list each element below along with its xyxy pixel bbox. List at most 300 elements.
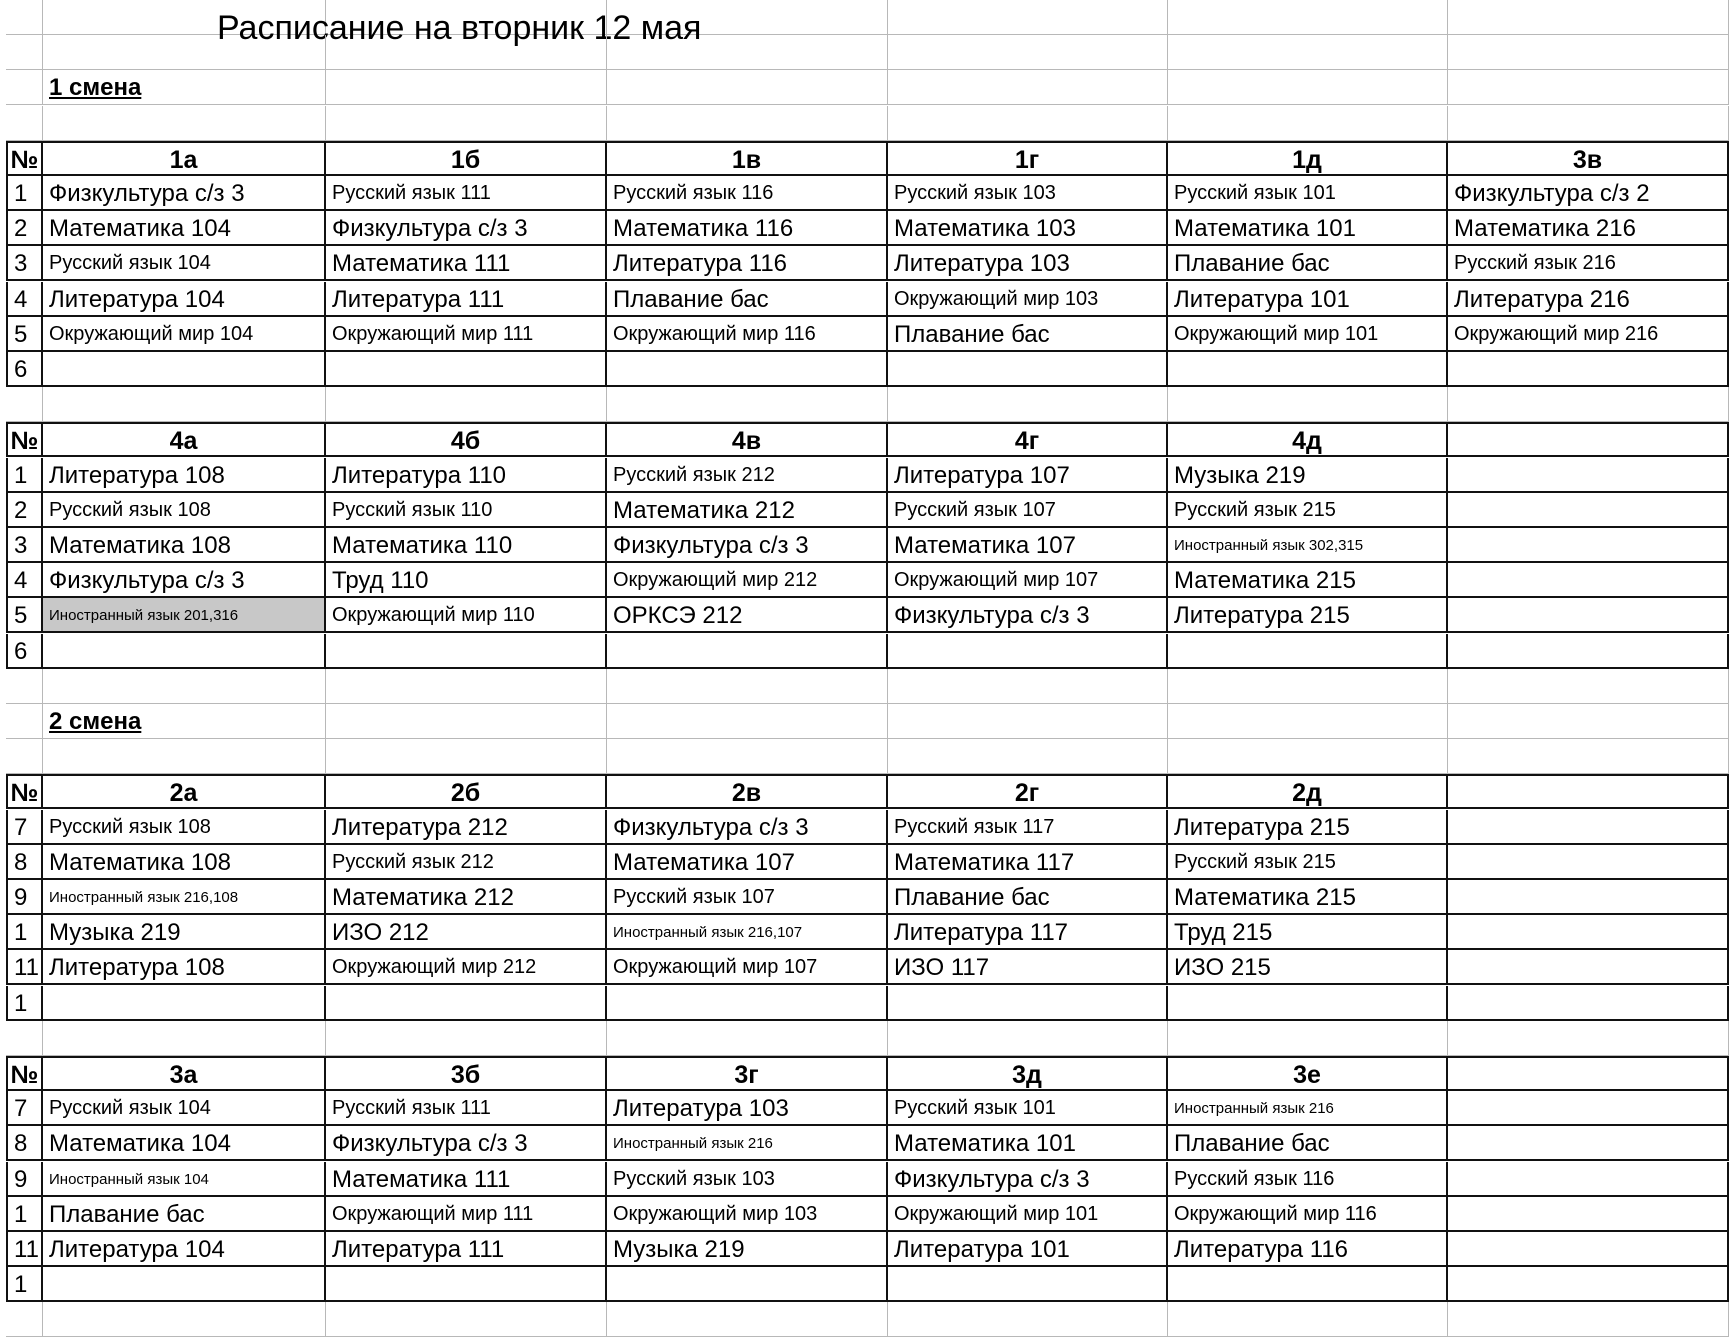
lesson-row [0,950,1729,985]
lesson-cell[interactable] [1168,352,1448,387]
shift-row [0,704,1729,739]
lesson-cell[interactable] [1448,1162,1729,1197]
lesson-cell[interactable]: Математика 216 [1448,211,1729,246]
lesson-cell[interactable] [43,352,326,387]
sheet-cell[interactable] [1168,704,1448,739]
sheet-cell[interactable] [888,387,1168,422]
lesson-cell[interactable] [1448,810,1729,845]
row-number-cell[interactable] [6,35,43,70]
sheet-cell[interactable] [607,1021,888,1056]
lesson-row [0,986,1729,1021]
lesson-cell[interactable]: Окружающий мир 103 [607,1197,888,1232]
lesson-cell[interactable]: Математика 212 [607,493,888,528]
row-number-cell[interactable]: 9 [6,880,43,915]
lesson-cell[interactable]: Окружающий мир 104 [43,317,326,352]
lesson-cell[interactable]: Русский язык 212 [326,845,607,880]
lesson-row [0,563,1729,598]
lesson-cell[interactable]: Окружающий мир 111 [326,1197,607,1232]
class-header[interactable]: 3д [888,1056,1168,1091]
lesson-cell[interactable]: Литература 215 [1168,810,1448,845]
sheet-cell[interactable] [1448,669,1729,704]
sheet-cell[interactable] [1168,739,1448,774]
sheet-cell[interactable] [326,739,607,774]
lesson-cell[interactable]: Иностранный язык 302,315 [1168,528,1448,563]
class-header[interactable]: 4г [888,422,1168,457]
lesson-cell[interactable]: Литература 104 [43,1232,326,1267]
lesson-cell[interactable]: Окружающий мир 103 [888,282,1168,317]
lesson-cell[interactable] [1448,915,1729,950]
lesson-cell[interactable] [1448,598,1729,633]
lesson-cell[interactable]: Русский язык 101 [1168,176,1448,211]
sheet-cell[interactable] [43,1302,326,1337]
lesson-cell[interactable]: Литература 212 [326,810,607,845]
sheet-cell[interactable] [607,669,888,704]
sheet-cell[interactable] [43,669,326,704]
blank-row [0,106,1729,141]
lesson-cell[interactable] [1168,986,1448,1021]
sheet-cell[interactable] [1448,106,1729,141]
lesson-cell[interactable]: Русский язык 104 [43,1091,326,1126]
lesson-cell[interactable]: Окружающий мир 110 [326,598,607,633]
class-header[interactable]: 1б [326,141,607,176]
lesson-cell[interactable]: Физкультура с/з 3 [607,528,888,563]
lesson-row [0,1091,1729,1126]
lesson-cell[interactable]: Математика 107 [888,528,1168,563]
lesson-cell[interactable] [1448,493,1729,528]
lesson-cell[interactable]: Окружающий мир 212 [326,950,607,985]
sheet-cell[interactable] [1168,1021,1448,1056]
class-header[interactable]: 4в [607,422,888,457]
lesson-cell[interactable] [1168,634,1448,669]
lesson-cell[interactable]: Окружающий мир 212 [607,563,888,598]
lesson-cell[interactable] [1448,1126,1729,1161]
lesson-cell[interactable]: Математика 111 [326,1162,607,1197]
lesson-cell[interactable]: Физкультура с/з 3 [888,598,1168,633]
lesson-cell[interactable] [1168,1267,1448,1302]
lesson-cell[interactable]: Окружающий мир 107 [607,950,888,985]
sheet-cell[interactable] [326,1302,607,1337]
class-header[interactable] [1448,422,1729,457]
lesson-cell[interactable]: Литература 103 [888,246,1168,281]
lesson-row [0,1267,1729,1302]
class-header[interactable] [1448,774,1729,809]
lesson-cell[interactable]: Иностранный язык 216 [607,1126,888,1161]
lesson-row [0,211,1729,246]
class-header[interactable]: 3б [326,1056,607,1091]
lesson-cell[interactable]: Окружающий мир 116 [1168,1197,1448,1232]
row-number-cell[interactable]: 6 [6,634,43,669]
lesson-cell[interactable]: Русский язык 111 [326,176,607,211]
lesson-cell[interactable] [607,634,888,669]
class-header[interactable]: 1а [43,141,326,176]
sheet-cell[interactable] [1168,106,1448,141]
sheet-cell[interactable] [43,106,326,141]
lesson-cell[interactable]: Литература 104 [43,282,326,317]
row-number-cell[interactable] [6,739,43,774]
row-number-cell[interactable] [6,1021,43,1056]
lesson-cell[interactable]: Иностранный язык 216,107 [607,915,888,950]
lesson-cell[interactable]: Окружающий мир 116 [607,317,888,352]
sheet-cell[interactable] [888,70,1168,105]
sheet-cell[interactable] [43,1021,326,1056]
lesson-cell[interactable] [888,1267,1168,1302]
lesson-cell[interactable]: Математика 116 [607,211,888,246]
sheet-cell[interactable] [888,0,1168,35]
sheet-cell[interactable] [1448,739,1729,774]
class-header[interactable]: 4а [43,422,326,457]
lesson-cell[interactable]: Математика 104 [43,211,326,246]
sheet-cell[interactable] [1168,70,1448,105]
sheet-cell[interactable] [1168,35,1448,70]
lesson-cell[interactable] [43,986,326,1021]
row-number-cell[interactable]: 1 [6,1267,43,1302]
blank-row [0,387,1729,422]
lesson-cell[interactable]: Русский язык 110 [326,493,607,528]
class-header[interactable]: 2д [1168,774,1448,809]
row-number-cell[interactable]: 8 [6,845,43,880]
class-header[interactable]: 2г [888,774,1168,809]
row-number-cell[interactable]: 5 [6,317,43,352]
sheet-cell[interactable] [326,35,607,70]
lesson-cell[interactable] [1448,845,1729,880]
class-header[interactable]: 2в [607,774,888,809]
sheet-cell[interactable] [888,1021,1168,1056]
sheet-cell[interactable] [326,704,607,739]
lesson-cell[interactable] [326,986,607,1021]
lesson-cell[interactable]: Русский язык 116 [607,176,888,211]
lesson-cell[interactable]: Физкультура с/з 3 [607,810,888,845]
lesson-cell[interactable]: Иностранный язык 216 [1168,1091,1448,1126]
lesson-cell[interactable] [1448,458,1729,493]
lesson-row [0,598,1729,633]
lesson-cell[interactable]: Физкультура с/з 3 [326,211,607,246]
class-header[interactable]: 3а [43,1056,326,1091]
class-header[interactable]: 3г [607,1056,888,1091]
lesson-cell[interactable]: Окружающий мир 216 [1448,317,1729,352]
shift-row [0,70,1729,105]
number-header[interactable]: № [6,774,43,809]
sheet-cell[interactable] [1168,387,1448,422]
lesson-cell[interactable] [888,352,1168,387]
lesson-row [0,1162,1729,1197]
lesson-cell[interactable] [1448,528,1729,563]
row-number-cell[interactable]: 2 [6,493,43,528]
lesson-cell[interactable]: Математика 111 [326,246,607,281]
class-header[interactable]: 3в [1448,141,1729,176]
lesson-cell[interactable]: ИЗО 215 [1168,950,1448,985]
row-number-cell[interactable]: 9 [6,1162,43,1197]
sheet-cell[interactable] [326,106,607,141]
sheet-cell[interactable] [888,1302,1168,1337]
row-number-cell[interactable]: 1 [6,458,43,493]
sheet-cell[interactable] [1448,1021,1729,1056]
sheet-cell[interactable] [888,669,1168,704]
lesson-cell[interactable]: Литература 116 [607,246,888,281]
row-number-cell[interactable]: 7 [6,810,43,845]
lesson-cell[interactable]: Литература 216 [1448,282,1729,317]
lesson-row [0,845,1729,880]
table-header-row [0,774,1729,809]
class-header[interactable]: 1д [1168,141,1448,176]
lesson-cell[interactable]: Математика 103 [888,211,1168,246]
lesson-cell[interactable]: Плавание бас [1168,1126,1448,1161]
lesson-cell[interactable]: Литература 101 [888,1232,1168,1267]
class-header[interactable]: 2а [43,774,326,809]
lesson-cell[interactable]: Плавание бас [607,282,888,317]
sheet-cell[interactable] [326,387,607,422]
row-number-cell[interactable] [6,1302,43,1337]
sheet-cell[interactable] [888,35,1168,70]
sheet-cell[interactable] [326,669,607,704]
sheet-cell[interactable] [1448,704,1729,739]
lesson-cell[interactable]: Иностранный язык 104 [43,1162,326,1197]
lesson-cell[interactable] [1448,1091,1729,1126]
lesson-cell[interactable]: Литература 103 [607,1091,888,1126]
lesson-cell[interactable]: Математика 110 [326,528,607,563]
lesson-cell[interactable]: Математика 108 [43,528,326,563]
lesson-cell[interactable] [326,352,607,387]
sheet-cell[interactable] [607,70,888,105]
lesson-cell[interactable]: Математика 212 [326,880,607,915]
shift-title[interactable]: 1 смена [43,70,326,105]
lesson-cell[interactable] [607,1267,888,1302]
lesson-cell[interactable]: Русский язык 116 [1168,1162,1448,1197]
lesson-cell[interactable] [607,352,888,387]
lesson-row [0,1126,1729,1161]
sheet-cell[interactable] [607,35,888,70]
lesson-row [0,317,1729,352]
row-number-cell[interactable]: 6 [6,352,43,387]
sheet-cell[interactable] [1448,35,1729,70]
lesson-cell[interactable]: Иностранный язык 216,108 [43,880,326,915]
sheet-cell[interactable] [1448,70,1729,105]
lesson-cell[interactable]: Русский язык 104 [43,246,326,281]
lesson-cell[interactable]: Русский язык 117 [888,810,1168,845]
sheet-cell[interactable] [1168,669,1448,704]
lesson-cell[interactable] [43,634,326,669]
lesson-row [0,915,1729,950]
row-number-cell[interactable] [6,704,43,739]
lesson-cell[interactable]: Русский язык 103 [607,1162,888,1197]
lesson-cell[interactable] [326,634,607,669]
sheet-cell[interactable] [43,739,326,774]
lesson-cell[interactable] [1448,986,1729,1021]
lesson-cell[interactable] [1448,634,1729,669]
lesson-cell[interactable]: ИЗО 117 [888,950,1168,985]
sheet-cell[interactable] [607,739,888,774]
lesson-cell[interactable]: Русский язык 103 [888,176,1168,211]
lesson-cell[interactable]: Математика 117 [888,845,1168,880]
sheet-cell[interactable] [607,1302,888,1337]
sheet-cell[interactable] [326,1021,607,1056]
lesson-cell[interactable]: Музыка 219 [607,1232,888,1267]
blank-row [0,1021,1729,1056]
row-number-cell[interactable]: 4 [6,563,43,598]
lesson-cell[interactable]: Иностранный язык 201,316 [43,598,326,633]
sheet-cell[interactable] [43,387,326,422]
row-number-cell[interactable]: 11 [6,1232,43,1267]
sheet-cell[interactable] [888,704,1168,739]
lesson-cell[interactable]: Литература 111 [326,1232,607,1267]
lesson-cell[interactable]: Математика 215 [1168,880,1448,915]
sheet-cell[interactable] [888,739,1168,774]
lesson-cell[interactable]: Литература 215 [1168,598,1448,633]
lesson-cell[interactable]: Математика 101 [1168,211,1448,246]
lesson-cell[interactable] [1448,1267,1729,1302]
row-number-cell[interactable] [6,387,43,422]
lesson-cell[interactable]: Математика 215 [1168,563,1448,598]
row-number-cell[interactable] [6,70,43,105]
lesson-cell[interactable]: Физкультура с/з 3 [326,1126,607,1161]
lesson-row [0,1232,1729,1267]
lesson-cell[interactable]: Труд 110 [326,563,607,598]
lesson-cell[interactable]: Плавание бас [1168,246,1448,281]
lesson-cell[interactable]: Русский язык 101 [888,1091,1168,1126]
lesson-cell[interactable]: Русский язык 108 [43,810,326,845]
lesson-cell[interactable]: Литература 117 [888,915,1168,950]
row-number-cell[interactable]: 11 [6,950,43,985]
lesson-row [0,493,1729,528]
lesson-cell[interactable]: Математика 107 [607,845,888,880]
lesson-cell[interactable] [888,634,1168,669]
class-header[interactable]: 4д [1168,422,1448,457]
row-number-cell[interactable]: 3 [6,246,43,281]
class-header[interactable]: 4б [326,422,607,457]
lesson-row [0,634,1729,669]
sheet-cell[interactable] [1448,1302,1729,1337]
row-number-cell[interactable] [6,0,43,35]
sheet-cell[interactable] [1448,0,1729,35]
lesson-cell[interactable]: Русский язык 216 [1448,246,1729,281]
lesson-cell[interactable]: Русский язык 212 [607,458,888,493]
lesson-row [0,176,1729,211]
lesson-cell[interactable]: Плавание бас [888,880,1168,915]
row-number-cell[interactable]: 1 [6,986,43,1021]
row-number-cell[interactable] [6,669,43,704]
number-header[interactable]: № [6,422,43,457]
lesson-cell[interactable]: Русский язык 215 [1168,845,1448,880]
lesson-row [0,282,1729,317]
lesson-cell[interactable] [1448,1232,1729,1267]
lesson-cell[interactable]: Физкультура с/з 2 [1448,176,1729,211]
lesson-cell[interactable]: Математика 108 [43,845,326,880]
lesson-row [0,352,1729,387]
sheet-cell[interactable] [1168,0,1448,35]
lesson-cell[interactable]: Труд 215 [1168,915,1448,950]
blank-row [0,739,1729,774]
lesson-cell[interactable] [1448,950,1729,985]
lesson-row [0,528,1729,563]
number-header[interactable]: № [6,1056,43,1091]
sheet-cell[interactable] [888,106,1168,141]
sheet-cell[interactable] [1168,1302,1448,1337]
row-number-cell[interactable]: 5 [6,598,43,633]
lesson-cell[interactable] [888,986,1168,1021]
lesson-row [0,810,1729,845]
lesson-cell[interactable]: Русский язык 107 [888,493,1168,528]
lesson-cell[interactable]: Плавание бас [43,1197,326,1232]
lesson-cell[interactable]: Окружающий мир 101 [888,1197,1168,1232]
sheet-cell[interactable] [607,387,888,422]
table-header-row [0,422,1729,457]
row-number-cell[interactable]: 8 [6,1126,43,1161]
sheet-cell[interactable] [1448,387,1729,422]
sheet-cell[interactable] [607,106,888,141]
shift-title[interactable]: 2 смена [43,704,326,739]
lesson-cell[interactable] [1448,1197,1729,1232]
row-number-cell[interactable]: 3 [6,528,43,563]
class-header[interactable] [1448,1056,1729,1091]
row-number-cell[interactable] [6,106,43,141]
lesson-cell[interactable]: Русский язык 111 [326,1091,607,1126]
lesson-row [0,1197,1729,1232]
lesson-cell[interactable]: Музыка 219 [1168,458,1448,493]
lesson-cell[interactable]: Литература 101 [1168,282,1448,317]
row-number-cell[interactable]: 1 [6,1197,43,1232]
lesson-cell[interactable] [1448,563,1729,598]
lesson-cell[interactable]: Физкультура с/з 3 [43,176,326,211]
class-header[interactable]: 1г [888,141,1168,176]
table-header-row [0,141,1729,176]
sheet-cell[interactable] [326,70,607,105]
page-title: Расписание на вторник 12 мая [217,9,702,47]
lesson-cell[interactable]: Физкультура с/з 3 [888,1162,1168,1197]
lesson-cell[interactable]: Русский язык 215 [1168,493,1448,528]
lesson-cell[interactable]: Литература 108 [43,950,326,985]
class-header[interactable]: 1в [607,141,888,176]
lesson-cell[interactable]: Русский язык 107 [607,880,888,915]
blank-row [0,35,1729,70]
lesson-cell[interactable]: Плавание бас [888,317,1168,352]
lesson-row [0,246,1729,281]
lesson-cell[interactable] [43,1267,326,1302]
class-header[interactable]: 3е [1168,1056,1448,1091]
row-number-cell[interactable]: 1 [6,176,43,211]
table-header-row [0,1056,1729,1091]
lesson-cell[interactable]: Математика 104 [43,1126,326,1161]
lesson-cell[interactable]: Математика 101 [888,1126,1168,1161]
lesson-cell[interactable] [326,1267,607,1302]
lesson-cell[interactable]: Физкультура с/з 3 [43,563,326,598]
lesson-cell[interactable]: Музыка 219 [43,915,326,950]
lesson-cell[interactable]: Литература 108 [43,458,326,493]
lesson-cell[interactable]: Литература 107 [888,458,1168,493]
blank-row [0,1302,1729,1337]
blank-row [0,669,1729,704]
lesson-cell[interactable]: Русский язык 108 [43,493,326,528]
sheet-cell[interactable] [607,704,888,739]
lesson-cell[interactable]: Окружающий мир 101 [1168,317,1448,352]
lesson-cell[interactable]: ИЗО 212 [326,915,607,950]
lesson-row [0,880,1729,915]
row-number-cell[interactable]: 7 [6,1091,43,1126]
lesson-cell[interactable]: Окружающий мир 107 [888,563,1168,598]
lesson-cell[interactable] [607,986,888,1021]
number-header[interactable]: № [6,141,43,176]
class-header[interactable]: 2б [326,774,607,809]
sheet-cell[interactable] [43,35,326,70]
lesson-cell[interactable]: Окружающий мир 111 [326,317,607,352]
row-number-cell[interactable]: 2 [6,211,43,246]
row-number-cell[interactable]: 1 [6,915,43,950]
lesson-cell[interactable]: Литература 110 [326,458,607,493]
lesson-cell[interactable] [1448,352,1729,387]
lesson-cell[interactable]: ОРКСЭ 212 [607,598,888,633]
lesson-cell[interactable] [1448,880,1729,915]
lesson-cell[interactable]: Литература 116 [1168,1232,1448,1267]
lesson-cell[interactable]: Литература 111 [326,282,607,317]
row-number-cell[interactable]: 4 [6,282,43,317]
